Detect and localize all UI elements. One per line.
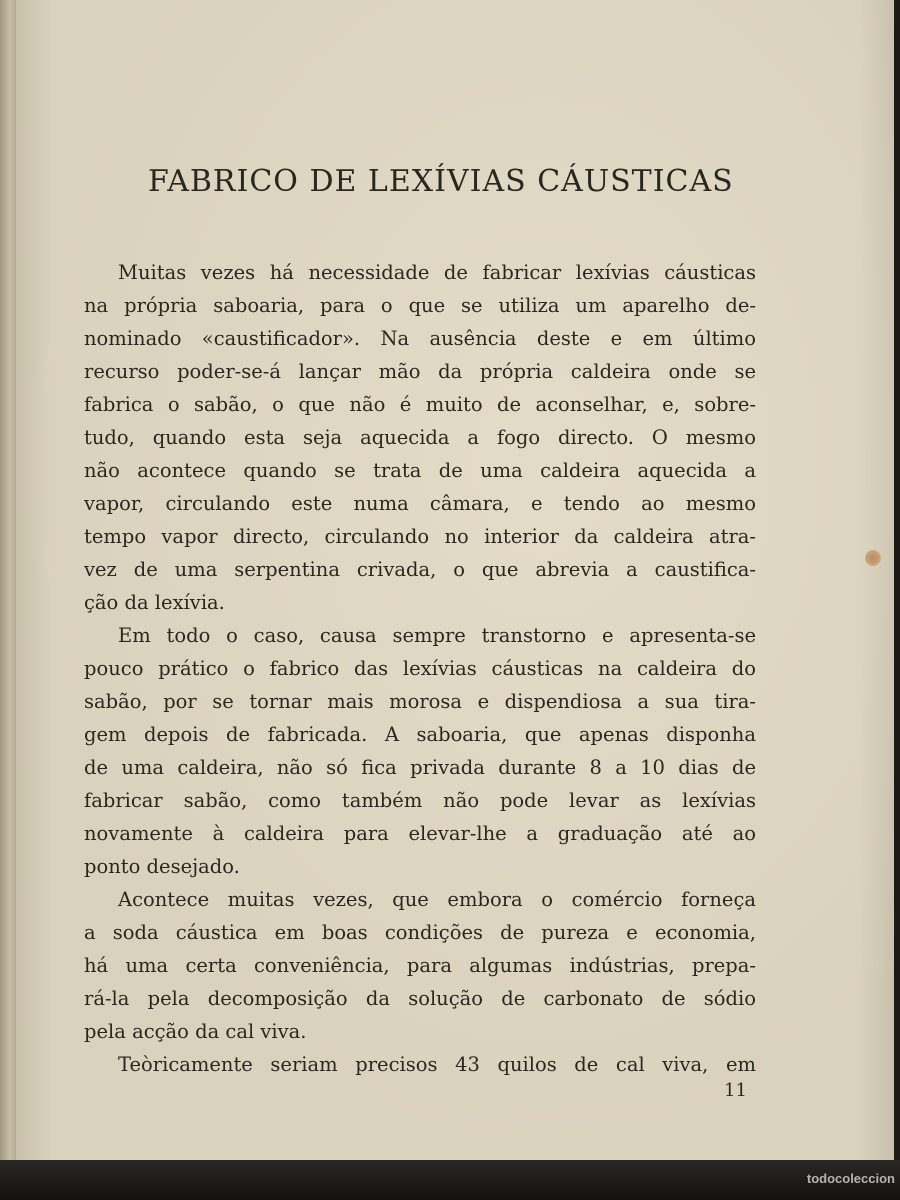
text-line: Em todo o caso, causa sempre transtorno e apresenta-se [118, 624, 756, 647]
text-line: ção da lexívia. [84, 591, 225, 614]
text-line: a soda cáustica em boas condições de pureza e economia, [84, 921, 756, 944]
text-line: ponto desejado. [84, 855, 240, 878]
watermark: todocoleccion [806, 1171, 895, 1186]
text-line: Acontece muitas vezes, que embora o comércio forneça [118, 888, 756, 911]
text-line: fabricar sabão, como também não pode levar as lexívias [84, 789, 756, 812]
text-line: de uma caldeira, não só fica privada durante 8 a 10 dias de [84, 756, 756, 779]
page-title: FABRICO DE LEXÍVIAS CÁUSTICAS [148, 164, 734, 199]
text-line: nominado «caustificador». Na ausência deste e em último [84, 327, 756, 350]
text-line: gem depois de fabricada. A saboaria, que apenas disponha [84, 723, 756, 746]
text-line: há uma certa conveniência, para algumas indústrias, prepa- [84, 954, 756, 977]
text-line: na própria saboaria, para o que se utiliza um aparelho de- [84, 294, 756, 317]
text-line: Teòricamente seriam precisos 43 quilos de cal viva, em [118, 1053, 756, 1076]
text-line: não acontece quando se trata de uma caldeira aquecida a [84, 459, 756, 482]
body-text [84, 256, 756, 1081]
text-line: sabão, por se tornar mais morosa e dispendiosa a sua tira- [84, 690, 756, 713]
text-line: novamente à caldeira para elevar-lhe a graduação até ao [84, 822, 756, 845]
text-line: tudo, quando esta seja aquecida a fogo directo. O mesmo [84, 426, 756, 449]
text-line: vez de uma serpentina crivada, o que abrevia a caustifica- [84, 558, 756, 581]
text-line: recurso poder-se-á lançar mão da própria caldeira onde se [84, 360, 756, 383]
page-number: 11 [724, 1080, 747, 1101]
text-line: Muitas vezes há necessidade de fabricar lexívias cáusticas [118, 261, 756, 284]
text-line: pela acção da cal viva. [84, 1020, 307, 1043]
paper-stain [865, 550, 881, 566]
text-line: fabrica o sabão, o que não é muito de aconselhar, e, sobre- [84, 393, 756, 416]
text-line: pouco prático o fabrico das lexívias cáusticas na caldeira do [84, 657, 756, 680]
text-line: rá-la pela decomposição da solução de carbonato de sódio [84, 987, 756, 1010]
text-line: tempo vapor directo, circulando no interior da caldeira atra- [84, 525, 756, 548]
text-line: vapor, circulando este numa câmara, e tendo ao mesmo [84, 492, 756, 515]
previous-page-edge [0, 0, 16, 1200]
